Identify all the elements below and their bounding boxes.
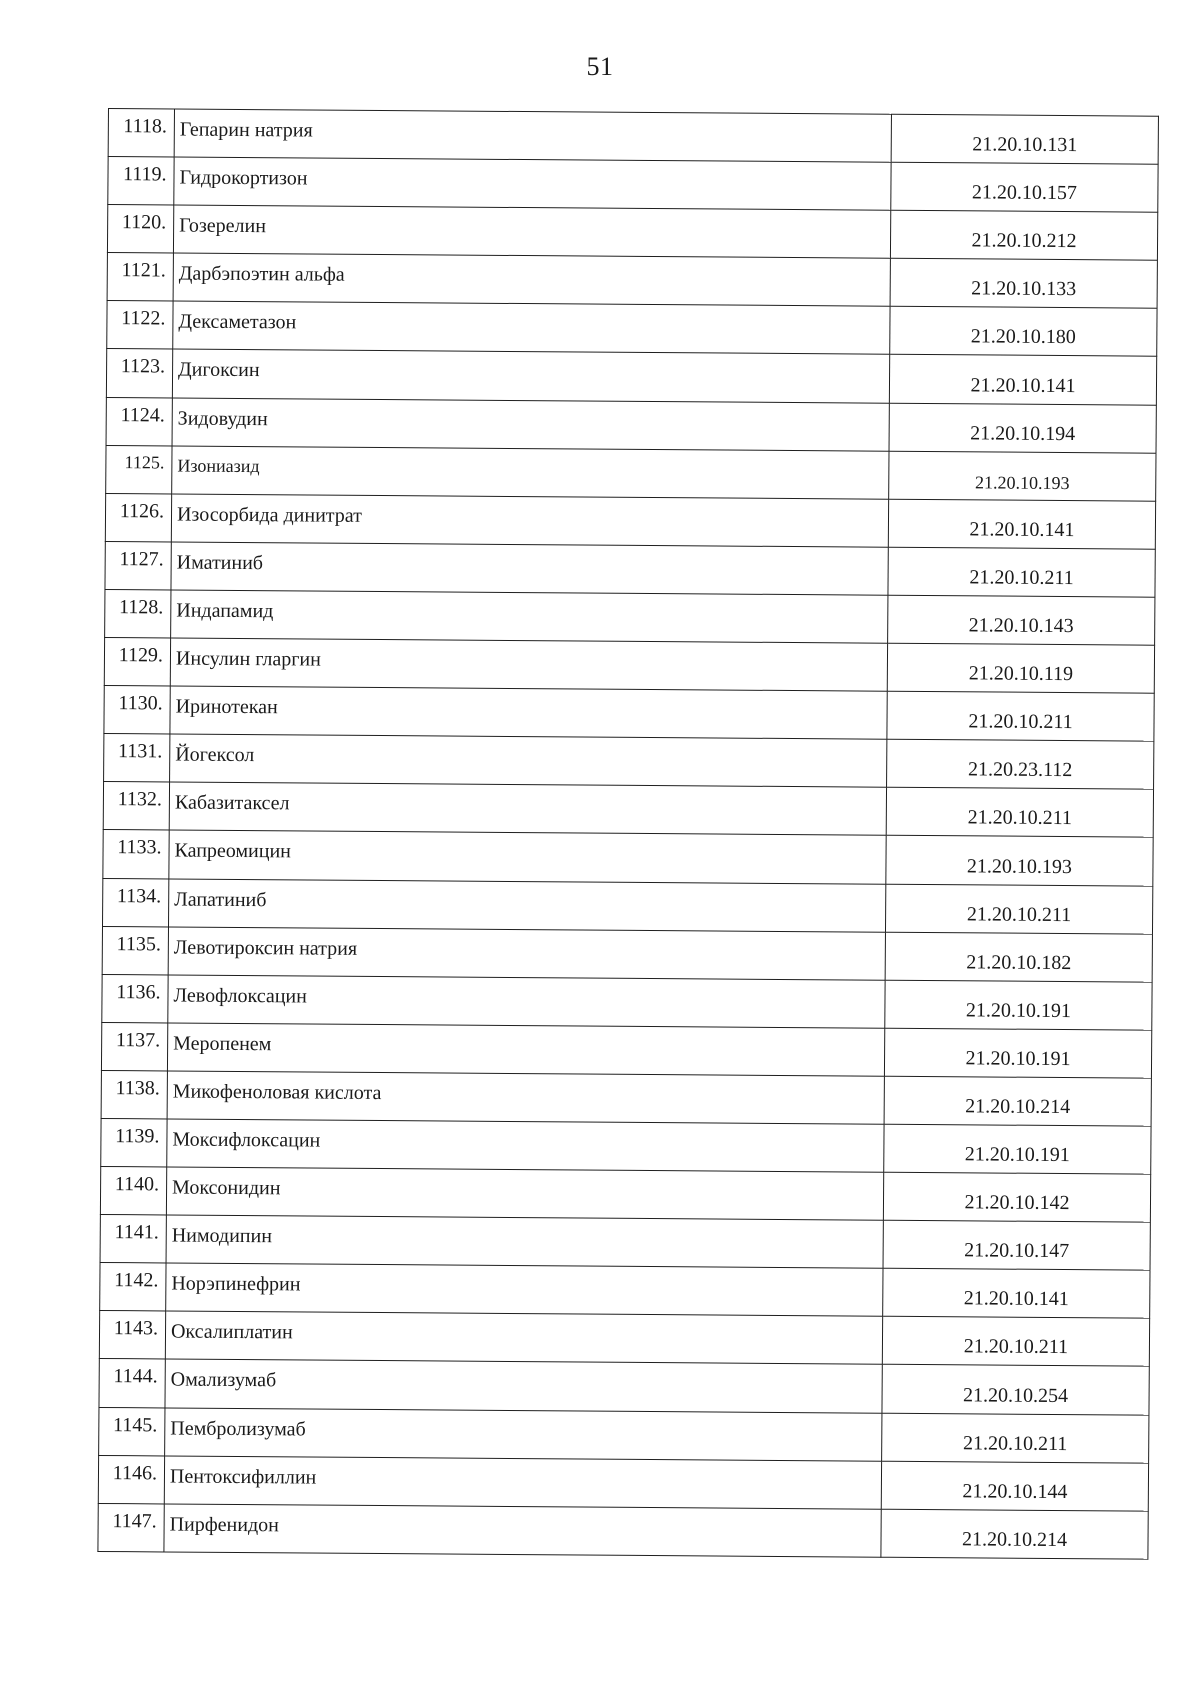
row-number: 1139. [101,1118,167,1167]
drug-name: Лапатиниб [169,878,886,931]
okpd-code: 21.20.10.143 [888,595,1155,645]
okpd-code: 21.20.10.211 [882,1413,1149,1463]
row-number: 1144. [99,1359,165,1408]
drug-name: Микофеноловая кислота [167,1071,884,1124]
row-number: 1119. [108,157,174,206]
okpd-code: 21.20.10.193 [886,836,1153,886]
table-row [106,397,1156,453]
okpd-code: 21.20.10.133 [890,259,1157,309]
table-row [106,445,1156,501]
drug-name: Пембролизумаб [165,1407,882,1460]
drug-name: Гидрокортизон [174,157,891,210]
drug-name: Оксалиплатин [165,1311,882,1364]
table-row [101,1118,1151,1174]
table-row [99,1407,1149,1463]
table-row [108,109,1158,165]
okpd-code: 21.20.10.141 [888,499,1155,549]
row-number: 1123. [106,349,172,398]
okpd-code: 21.20.10.211 [888,547,1155,597]
okpd-code: 21.20.10.254 [882,1365,1149,1415]
table-row [105,589,1155,645]
row-number: 1129. [104,638,170,687]
drug-name: Дигоксин [172,349,889,402]
okpd-code: 21.20.10.119 [887,643,1154,693]
drug-name: Моксифлоксацин [167,1119,884,1172]
drug-name: Меропенем [167,1023,884,1076]
okpd-code: 21.20.10.211 [885,884,1152,934]
okpd-code: 21.20.10.141 [889,355,1156,405]
row-number: 1128. [105,589,171,638]
row-number: 1147. [98,1503,164,1552]
table-row [107,301,1157,357]
drug-name: Гозерелин [173,205,890,258]
row-number: 1133. [103,830,169,879]
row-number: 1125. [106,445,172,494]
row-number: 1130. [104,686,170,735]
table-row [105,493,1155,549]
row-number: 1127. [105,541,171,590]
row-number: 1122. [107,301,173,350]
row-number: 1142. [100,1263,166,1312]
okpd-code: 21.20.10.211 [886,788,1153,838]
row-number: 1126. [105,493,171,542]
okpd-code: 21.20.10.142 [883,1172,1150,1222]
drug-name: Индапамид [171,590,888,643]
row-number: 1141. [100,1215,166,1264]
drug-name: Гепарин натрия [174,109,891,162]
okpd-code: 21.20.10.147 [883,1220,1150,1270]
okpd-code: 21.20.10.131 [891,114,1158,164]
table-row [99,1311,1149,1367]
drug-name: Левотироксин натрия [168,927,885,980]
row-number: 1120. [107,205,173,254]
drug-name: Иматиниб [171,542,888,595]
row-number: 1131. [104,734,170,783]
drug-name: Изониазид [172,446,889,499]
drug-name: Йогексол [170,734,887,787]
okpd-code: 21.20.10.180 [890,307,1157,357]
okpd-code: 21.20.10.193 [889,451,1156,501]
table-row [103,830,1153,886]
drug-name: Дарбэпоэтин альфа [173,253,890,306]
row-number: 1124. [106,397,172,446]
okpd-code: 21.20.10.144 [881,1461,1148,1511]
row-number: 1143. [99,1311,165,1360]
okpd-code: 21.20.10.191 [884,1028,1151,1078]
table-row [98,1455,1148,1511]
table-row [103,878,1153,934]
row-number: 1140. [100,1167,166,1216]
drug-name: Пентоксифиллин [164,1456,881,1509]
table-row [98,1503,1148,1559]
okpd-code: 21.20.10.214 [884,1076,1151,1126]
okpd-code: 21.20.10.141 [883,1268,1150,1318]
table-row [102,974,1152,1030]
row-number: 1135. [102,926,168,975]
table-row [100,1263,1150,1319]
row-number: 1145. [99,1407,165,1456]
drug-name: Инсулин гларгин [170,638,887,691]
row-number: 1146. [98,1455,164,1504]
okpd-code: 21.20.10.194 [889,403,1156,453]
drug-name: Дексаметазон [173,301,890,354]
table-row [104,734,1154,790]
okpd-code: 21.20.10.211 [887,691,1154,741]
okpd-code: 21.20.10.212 [890,210,1157,260]
okpd-code: 21.20.10.214 [881,1509,1148,1559]
okpd-code: 21.20.10.211 [882,1317,1149,1367]
drug-name: Пирфенидон [164,1504,881,1557]
drug-name: Зидовудин [172,398,889,451]
table-row [102,926,1152,982]
row-number: 1118. [108,109,174,158]
table-row [106,349,1156,405]
drug-name: Норэпинефрин [166,1263,883,1316]
okpd-code: 21.20.23.112 [887,739,1154,789]
table-row [105,541,1155,597]
table-row [104,638,1154,694]
drug-name: Иринотекан [170,686,887,739]
table-row [100,1167,1150,1223]
okpd-code: 21.20.10.157 [891,162,1158,212]
row-number: 1138. [101,1070,167,1119]
table-row [99,1359,1149,1415]
drug-name: Моксонидин [166,1167,883,1220]
drug-name: Левофлоксацин [168,975,885,1028]
page-number: 51 [586,52,614,81]
table-row [108,157,1158,213]
drug-name: Изосорбида динитрат [171,494,888,547]
table-row [103,782,1153,838]
table-row [104,686,1154,742]
row-number: 1136. [102,974,168,1023]
okpd-code: 21.20.10.182 [885,932,1152,982]
row-number: 1134. [103,878,169,927]
table-row [101,1070,1151,1126]
drug-code-table [97,108,1159,1559]
drug-name: Капреомицин [169,830,886,883]
okpd-code: 21.20.10.191 [885,980,1152,1030]
table-body [98,109,1159,1559]
row-number: 1121. [107,253,173,302]
table-row [100,1215,1150,1271]
row-number: 1132. [103,782,169,831]
table-row [107,205,1157,261]
okpd-code: 21.20.10.191 [884,1124,1151,1174]
drug-name: Кабазитаксел [169,782,886,835]
drug-name: Нимодипин [166,1215,883,1268]
table-row [101,1022,1151,1078]
table-row [107,253,1157,309]
row-number: 1137. [101,1022,167,1071]
drug-name: Омализумаб [165,1359,882,1412]
